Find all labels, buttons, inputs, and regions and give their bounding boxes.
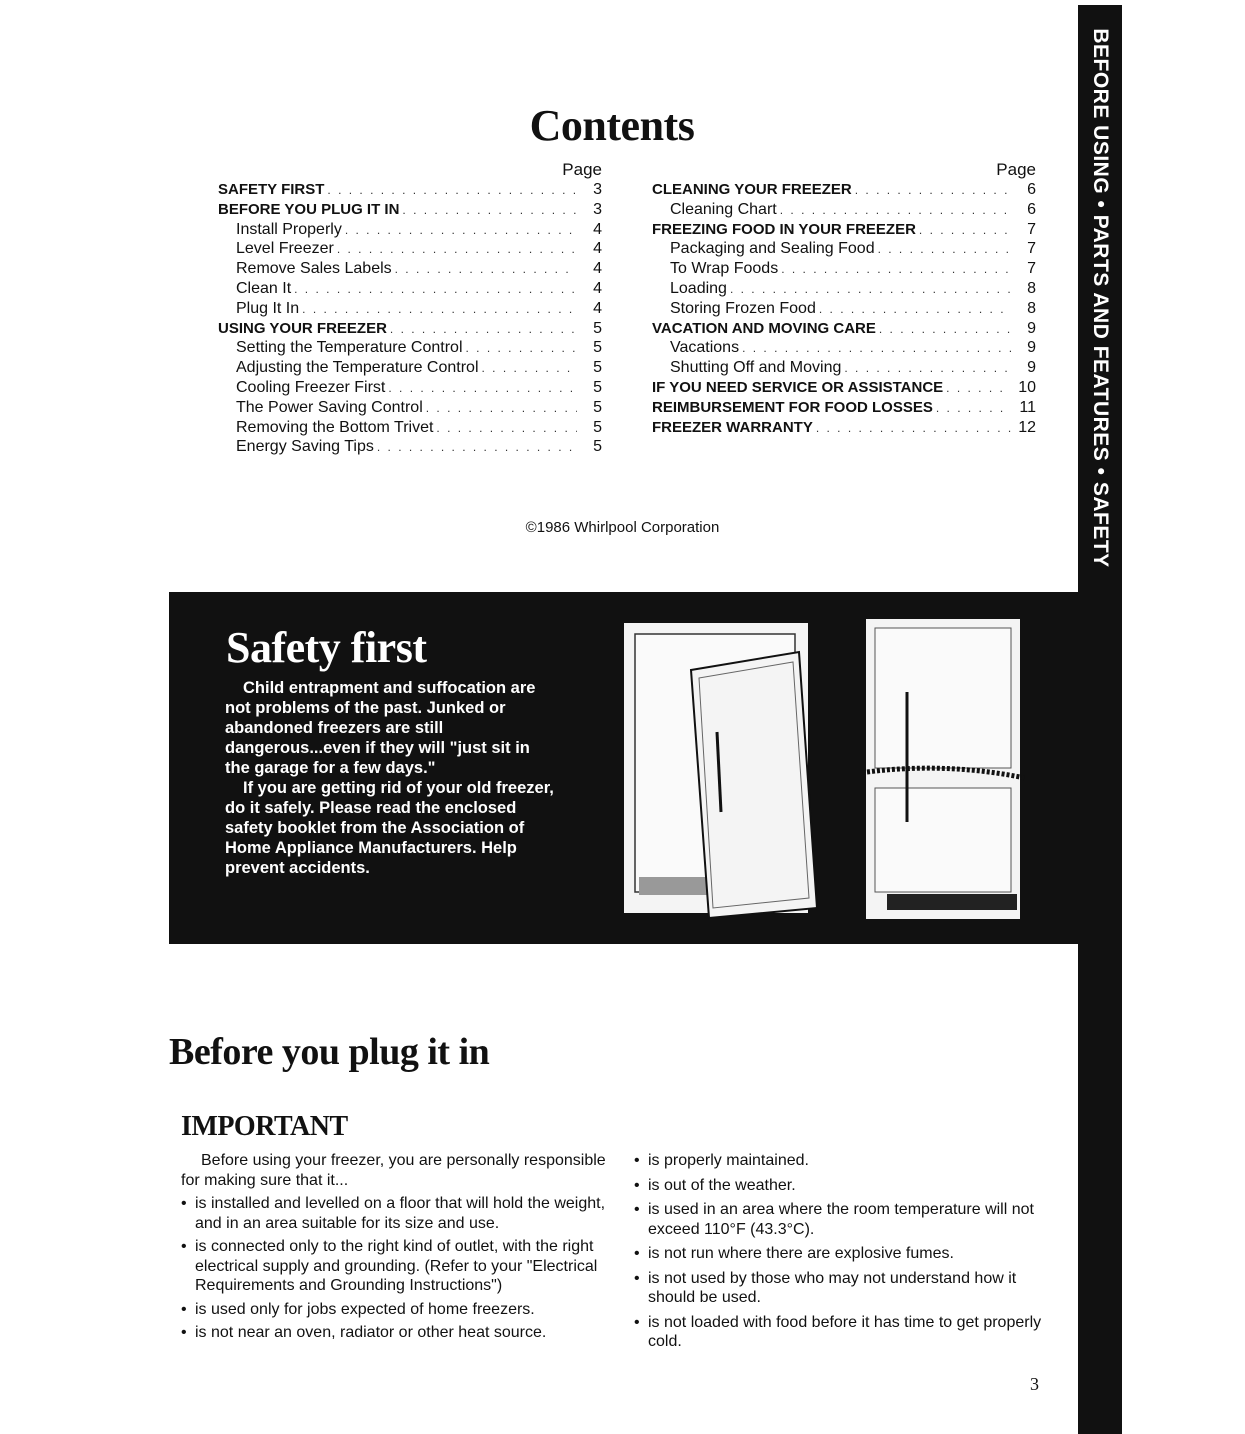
toc-entry-label: USING YOUR FREEZER bbox=[218, 319, 387, 337]
contents-title: Contents bbox=[529, 101, 695, 150]
toc-entry bbox=[652, 279, 1036, 299]
toc-entry-page: 7 bbox=[1027, 260, 1036, 278]
toc-entry bbox=[218, 220, 602, 240]
toc-entry-label: Level Freezer bbox=[236, 240, 334, 258]
toc-entry-label: Energy Saving Tips bbox=[236, 438, 374, 456]
safety-text bbox=[225, 678, 555, 878]
toc-entry bbox=[218, 437, 602, 457]
section-tab-strip bbox=[1078, 592, 1122, 1434]
toc-entry-page: 3 bbox=[593, 200, 602, 218]
requirement-bullet: • is used only for jobs expected of home freezers. bbox=[181, 1300, 611, 1320]
toc-entry bbox=[218, 319, 602, 339]
toc-entry bbox=[652, 239, 1036, 259]
toc-entry-page: 8 bbox=[1027, 299, 1036, 317]
toc-entry-label: Storing Frozen Food bbox=[670, 299, 816, 317]
safety-first-panel bbox=[169, 592, 1078, 944]
toc-entry bbox=[218, 418, 602, 438]
toc-entry bbox=[218, 338, 602, 358]
toc-entry-label: To Wrap Foods bbox=[670, 260, 779, 278]
toc-entry bbox=[652, 200, 1036, 220]
toc-entry-page: 9 bbox=[1027, 359, 1036, 377]
toc-entry-label: Cleaning Chart bbox=[670, 200, 777, 218]
toc-entry bbox=[218, 180, 602, 200]
toc-leader-dots bbox=[395, 260, 577, 280]
toc-entry-page: 9 bbox=[1027, 319, 1036, 337]
toc-entry-page: 5 bbox=[593, 359, 602, 377]
toc-entry bbox=[218, 398, 602, 418]
toc-entry bbox=[652, 319, 1036, 339]
toc-leader-dots bbox=[936, 399, 1011, 419]
toc-entry-label: CLEANING YOUR FREEZER bbox=[652, 181, 852, 198]
toc-entry bbox=[218, 279, 602, 299]
toc-entry bbox=[652, 358, 1036, 378]
toc-entry-page: 8 bbox=[1027, 279, 1036, 297]
toc-leader-dots bbox=[855, 181, 1011, 201]
toc-entry-page: 10 bbox=[1018, 378, 1036, 396]
toc-entry bbox=[652, 180, 1036, 200]
toc-entry-page: 6 bbox=[1027, 200, 1036, 218]
toc-entry-page: 4 bbox=[593, 260, 602, 278]
toc-entry-label: The Power Saving Control bbox=[236, 398, 423, 416]
toc-leader-dots bbox=[466, 339, 578, 359]
toc-left-column bbox=[218, 160, 602, 457]
toc-leader-dots bbox=[742, 339, 1011, 359]
toc-entry-label: Shutting Off and Moving bbox=[670, 359, 842, 377]
toc-entry-label: Packaging and Sealing Food bbox=[670, 240, 875, 258]
toc-entry-page: 5 bbox=[593, 418, 602, 436]
toc-leader-dots bbox=[781, 260, 1011, 280]
toc-entry bbox=[652, 338, 1036, 358]
requirement-bullet: • is connected only to the right kind of outlet, with the right electrical supply and grounding. (Refer to your "Electrical Requirements and Grounding Instructions") bbox=[181, 1237, 611, 1296]
requirements-right-column bbox=[634, 1151, 1054, 1357]
toc-leader-dots bbox=[302, 300, 577, 320]
toc-leader-dots bbox=[730, 280, 1011, 300]
toc-leader-dots bbox=[345, 221, 577, 241]
toc-entry-page: 5 bbox=[593, 438, 602, 456]
safety-title: Safety first bbox=[226, 623, 427, 672]
toc-leader-dots bbox=[879, 320, 1011, 340]
toc-entry bbox=[218, 239, 602, 259]
requirement-bullet: • is out of the weather. bbox=[634, 1176, 1054, 1196]
toc-entry-page: 12 bbox=[1018, 418, 1036, 436]
toc-leader-dots bbox=[919, 221, 1011, 241]
toc-entry-page: 3 bbox=[593, 181, 602, 198]
toc-entry-label: FREEZING FOOD IN YOUR FREEZER bbox=[652, 220, 916, 238]
toc-entry-page: 9 bbox=[1027, 339, 1036, 357]
toc-leader-dots bbox=[402, 201, 577, 221]
toc-entry-page: 11 bbox=[1019, 398, 1036, 416]
section-tab-label: BEFORE USING • PARTS AND FEATURES • SAFETY bbox=[1089, 28, 1112, 568]
toc-entry-page: 7 bbox=[1027, 240, 1036, 258]
toc-entry-page: 5 bbox=[593, 319, 602, 337]
toc-leader-dots bbox=[294, 280, 577, 300]
page-number: 3 bbox=[1030, 1374, 1039, 1394]
toc-entry bbox=[218, 378, 602, 398]
toc-leader-dots bbox=[436, 419, 577, 439]
toc-entry bbox=[652, 418, 1036, 438]
toc-entry bbox=[652, 259, 1036, 279]
section-tab bbox=[1078, 5, 1122, 592]
toc-entry bbox=[218, 358, 602, 378]
safety-paragraph: If you are getting rid of your old freezer, do it safely. Please read the enclosed safety booklet from the Association of Home Appliance Manufacturers. Help prevent accidents. bbox=[225, 779, 554, 877]
toc-entry-label: Removing the Bottom Trivet bbox=[236, 418, 434, 436]
toc-leader-dots bbox=[878, 240, 1011, 260]
before-plug-heading: Before you plug it in bbox=[169, 1031, 490, 1073]
toc-entry-label: REIMBURSEMENT FOR FOOD LOSSES bbox=[652, 398, 933, 416]
refrigerator-freezer bbox=[865, 618, 1025, 920]
toc-entry bbox=[218, 259, 602, 279]
toc-entry-label: Loading bbox=[670, 279, 727, 297]
toc-entry bbox=[218, 200, 602, 220]
requirement-bullet: • is not used by those who may not understand how it should be used. bbox=[634, 1269, 1054, 1308]
toc-entry-label: Adjusting the Temperature Control bbox=[236, 359, 479, 377]
copyright: ©1986 Whirlpool Corporation bbox=[525, 519, 720, 536]
toc-entry-label: VACATION AND MOVING CARE bbox=[652, 319, 876, 337]
requirements-intro: Before using your freezer, you are personally responsible for making sure that it... bbox=[181, 1152, 606, 1189]
toc-entry-label: SAFETY FIRST bbox=[218, 181, 325, 198]
toc-entry-page: 5 bbox=[593, 339, 602, 357]
toc-page-header: Page bbox=[562, 160, 602, 179]
toc-leader-dots bbox=[844, 359, 1011, 379]
toc-leader-dots bbox=[816, 419, 1011, 439]
toc-entry-label: Install Properly bbox=[236, 220, 342, 238]
toc-entry-label: Remove Sales Labels bbox=[236, 260, 392, 278]
toc-leader-dots bbox=[388, 379, 577, 399]
toc-entry-page: 4 bbox=[593, 279, 602, 297]
toc-entry-page: 5 bbox=[593, 378, 602, 396]
upright-freezer-open-door bbox=[623, 622, 817, 918]
toc-entry-label: Cooling Freezer First bbox=[236, 378, 386, 396]
toc-leader-dots bbox=[327, 181, 577, 201]
requirement-bullet: • is not loaded with food before it has time to get properly cold. bbox=[634, 1313, 1054, 1352]
toc-leader-dots bbox=[337, 240, 577, 260]
safety-paragraph: Child entrapment and suffocation are not problems of the past. Junked or abandoned freezers are still dangerous...even if they will "just sit in the garage for a few days." bbox=[225, 679, 536, 777]
toc-leader-dots bbox=[377, 438, 577, 458]
toc-entry-page: 4 bbox=[593, 299, 602, 317]
toc-leader-dots bbox=[780, 201, 1011, 221]
toc-entry-label: BEFORE YOU PLUG IT IN bbox=[218, 200, 400, 218]
requirement-bullet: • is installed and levelled on a floor that will hold the weight, and in an area suitable for its size and use. bbox=[181, 1194, 611, 1233]
toc-entry bbox=[652, 378, 1036, 398]
toc-entry-page: 6 bbox=[1027, 181, 1036, 198]
toc-entry-label: Vacations bbox=[670, 339, 740, 357]
toc-entry-page: 5 bbox=[593, 398, 602, 416]
toc-entry bbox=[652, 299, 1036, 319]
important-subheading: IMPORTANT bbox=[181, 1111, 348, 1142]
toc-entry bbox=[652, 398, 1036, 418]
toc-leader-dots bbox=[390, 320, 577, 340]
toc-leader-dots bbox=[426, 399, 577, 419]
toc-leader-dots bbox=[819, 300, 1011, 320]
toc-entry-label: Clean It bbox=[236, 279, 292, 297]
freezers-illustration bbox=[617, 612, 1037, 924]
toc-leader-dots bbox=[482, 359, 577, 379]
toc-page-header: Page bbox=[996, 160, 1036, 179]
toc-entry-page: 4 bbox=[593, 220, 602, 238]
toc-entry-label: FREEZER WARRANTY bbox=[652, 418, 813, 436]
requirement-bullet: • is used in an area where the room temperature will not exceed 110°F (43.3°C). bbox=[634, 1200, 1054, 1239]
requirements-left-column bbox=[181, 1151, 611, 1347]
toc-leader-dots bbox=[946, 379, 1011, 399]
requirement-bullet: • is properly maintained. bbox=[634, 1151, 1054, 1171]
toc-entry-label: Setting the Temperature Control bbox=[236, 339, 463, 357]
toc-entry-page: 4 bbox=[593, 240, 602, 258]
requirement-bullet: • is not run where there are explosive fumes. bbox=[634, 1244, 1054, 1264]
toc-right-column bbox=[652, 160, 1036, 437]
toc-entry-page: 7 bbox=[1027, 220, 1036, 238]
requirement-bullet: • is not near an oven, radiator or other heat source. bbox=[181, 1323, 611, 1343]
toc-entry-label: IF YOU NEED SERVICE OR ASSISTANCE bbox=[652, 378, 944, 396]
toc-entry bbox=[652, 220, 1036, 240]
toc-entry bbox=[218, 299, 602, 319]
toc-entry-label: Plug It In bbox=[236, 299, 300, 317]
